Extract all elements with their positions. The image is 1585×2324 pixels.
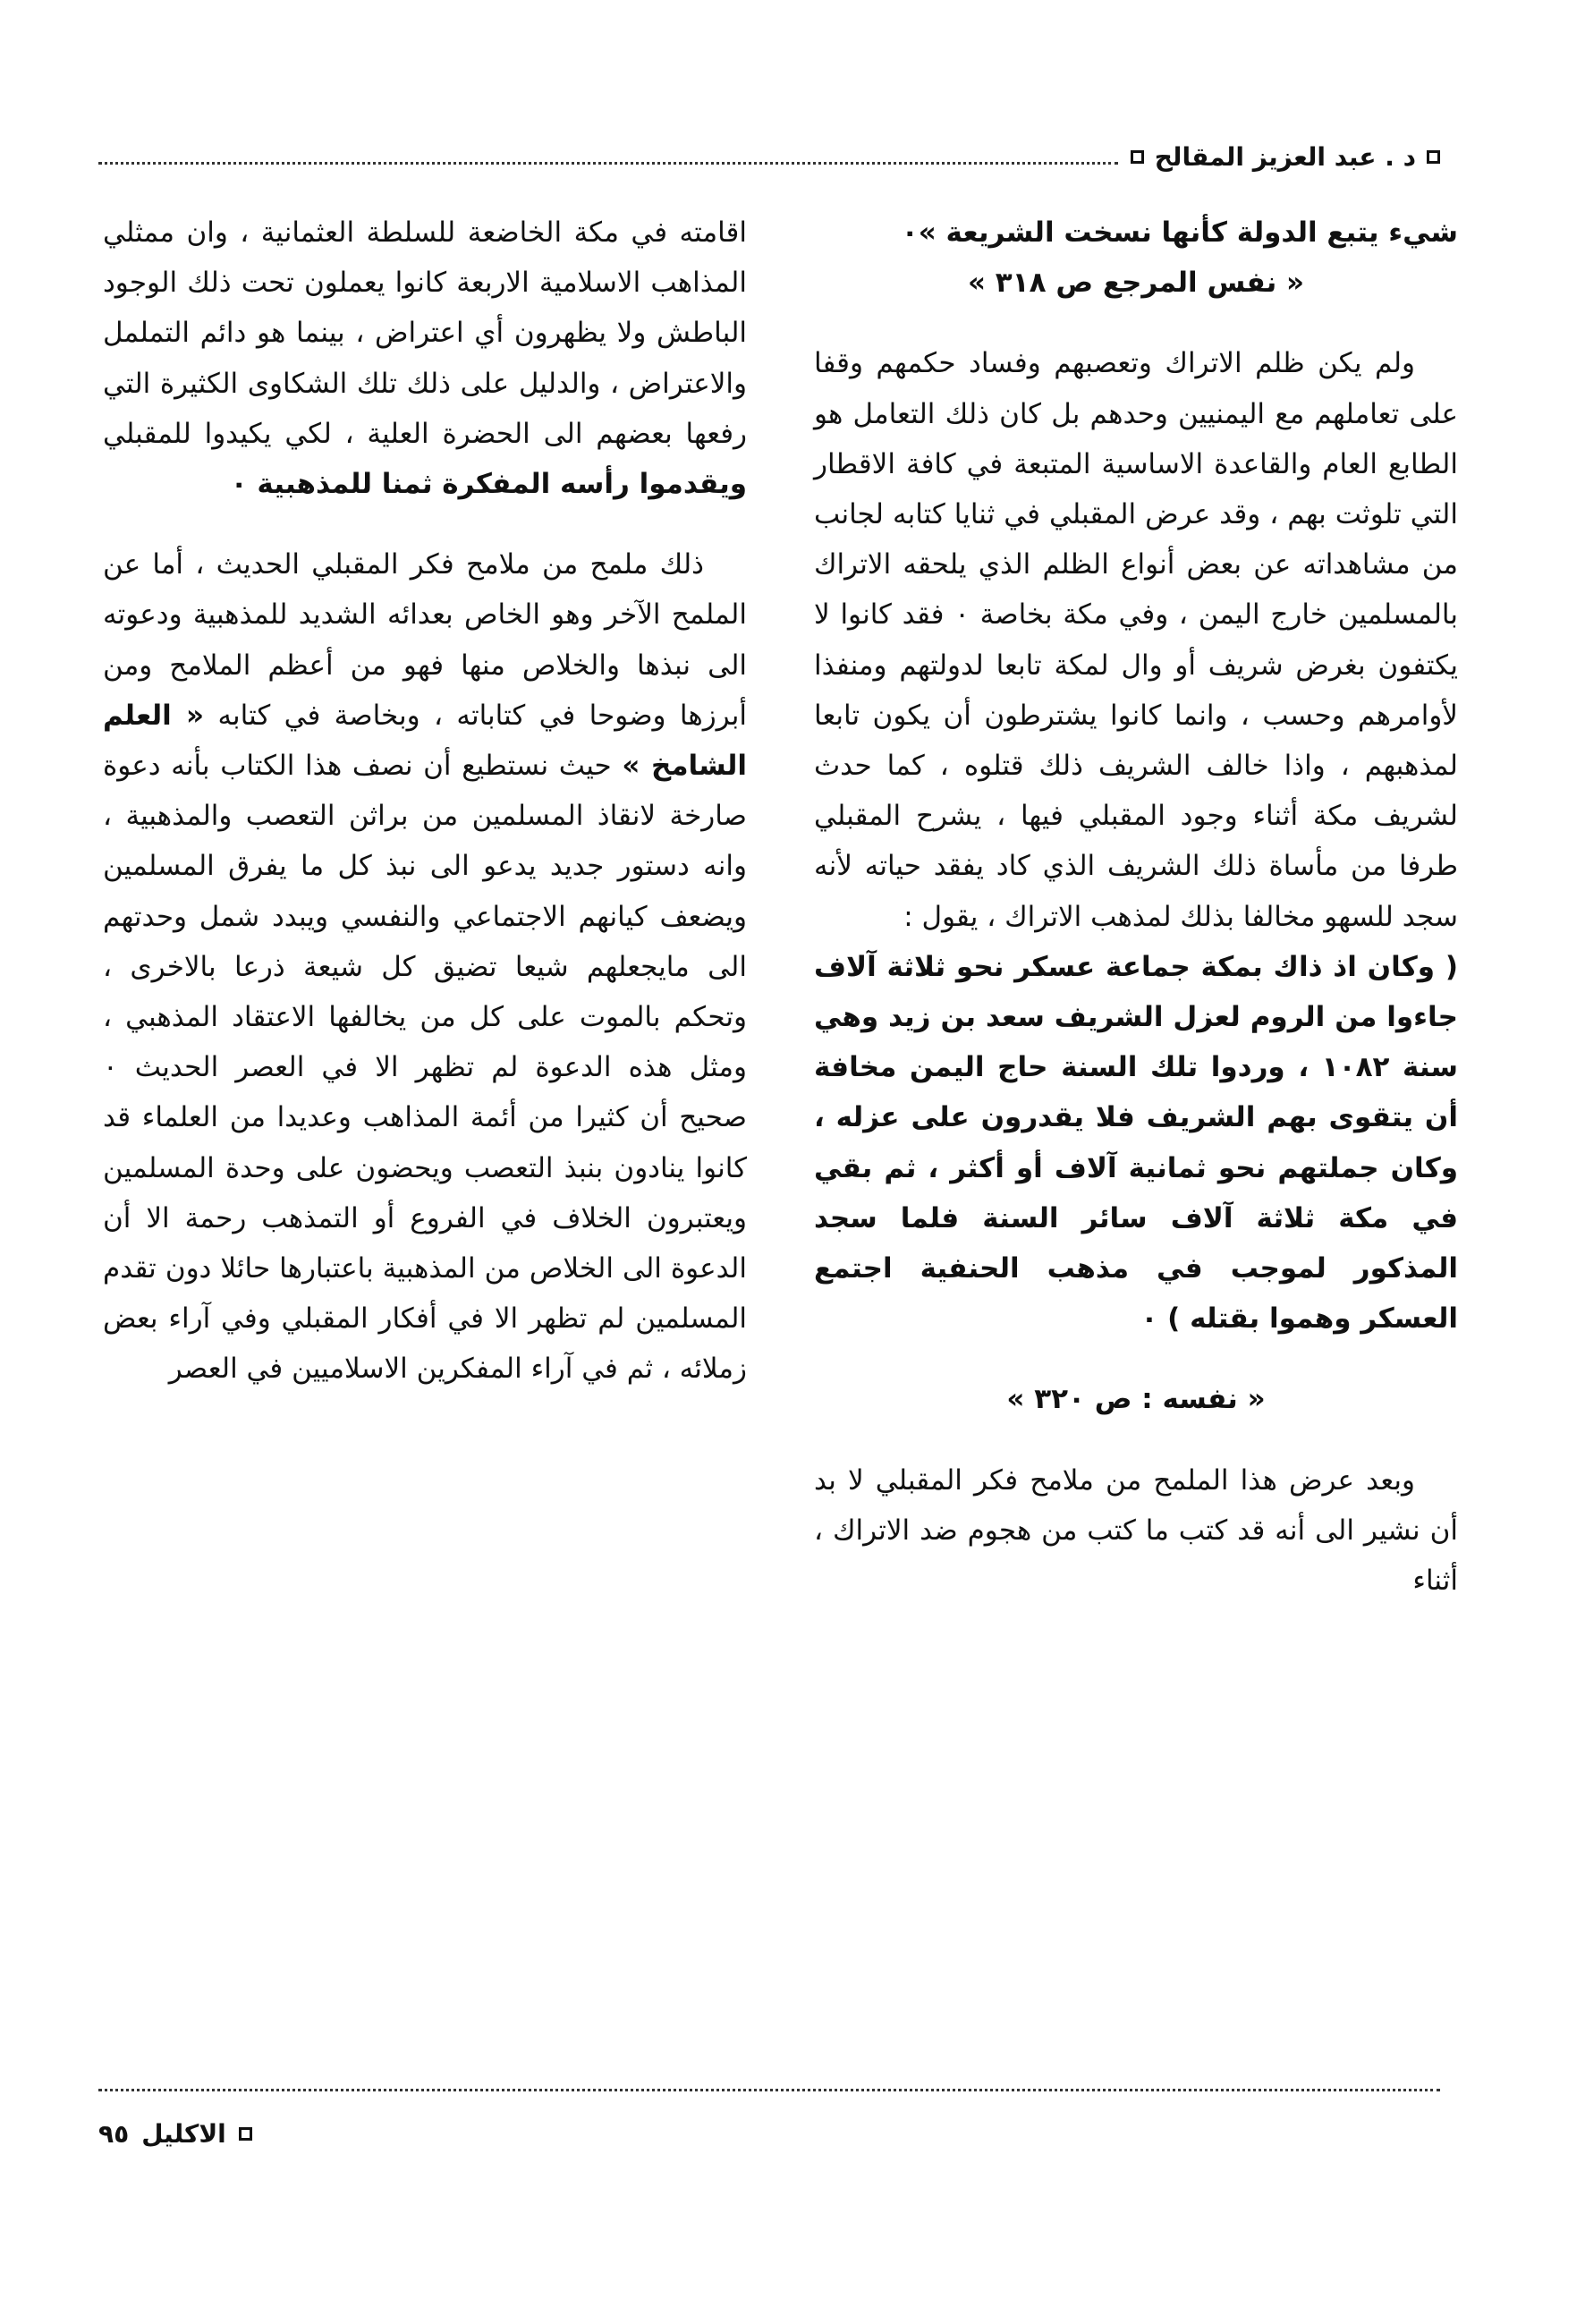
- spacer: [814, 1344, 1458, 1374]
- journal-name: الاكليل: [141, 2118, 226, 2149]
- paragraph-text: اقامته في مكة الخاضعة للسلطة العثمانية ، وان ممثلي المذاهب الاسلامية الاربعة كانوا يعملون تحت ذلك الوجود الباطش ولا يظهرون أي اعتراض ، بينما هو دائم التململ والاعتراض ، والدليل على ذلك تلك الشكاوى الكثيرة التي رفعها بعضهم الى الحضرة العلية ، لكي يكيدوا للمقبلي: [103, 216, 747, 450]
- footer-dotted-rule: [98, 2089, 1440, 2091]
- spacer: [814, 1425, 1458, 1455]
- paragraph: وبعد عرض هذا الملمح من ملامح فكر المقبلي لا بد أن نشير الى أنه قد كتب ما كتب من هجوم ضد الاتراك ، أثناء: [814, 1463, 1458, 1598]
- spacer: [103, 509, 747, 539]
- paragraph: شيء يتبع الدولة كأنها نسخت الشريعة »٠: [901, 216, 1458, 249]
- header-author: [1131, 142, 1440, 172]
- paragraph-text: حيث نستطيع أن نصف هذا الكتاب بأنه دعوة صارخة لانقاذ المسلمين من براثن التعصب والمذهبية ، وانه دستور جديد يدعو الى نبذ كل ما يفرق المسلمين ويضعف كيانهم الاجتماعي والنفسي ويبدد شمل وحدتهم الى مايجعلهم شيعا تضيق كل شيعة ذرعا بالاخرى ، وتحكم بالموت على كل من يخالفها الاعتقاد المذهبي ، ومثل هذه الدعوة لم تظهر الا في العصر الحديث ٠ صحيح أن كثيرا من أئمة المذاهب وعديدا من العلماء قد كانوا ينادون بنبذ التعصب ويحضون على وحدة المسلمين ويعتبرون الخلاف في الفروع أو التمذهب رحمة الا أن الدعوة الى الخلاص من المذهبية باعتبارها حائلا دون تقدم المسلمين لم تظهر الا في أفكار المقبلي وفي آراء بعض زملائه ، ثم في آراء المفكرين الاسلاميين في العصر: [103, 750, 747, 1386]
- book-title: « العلم الشامخ »: [103, 699, 747, 783]
- page-footer: [98, 2111, 252, 2156]
- reference: « نفسه : ص ٣٢٠ »: [1006, 1383, 1266, 1416]
- paragraph: [103, 539, 747, 1394]
- square-bullet-icon: [1131, 150, 1144, 164]
- paragraph: ولم يكن ظلم الاتراك وتعصبهم وفساد حكمهم وقفا على تعاملهم مع اليمنيين وحدهم بل كان ذلك التعامل هو الطابع العام والقاعدة الاساسية المتبعة في كافة الاقطار التي تلوثت بهم ، وقد عرض المقبلي في ثنايا كتابه لجانب من مشاهداته عن بعض أنواع الظلم الذي يلحقه الاتراك بالمسلمين خارج اليمن ، وفي مكة بخاصة ٠ فقد كانوا لا يكتفون بغرض شريف أو وال لمكة تابعا لدولتهم ومنفذا لأوامرهم وحسب ، وانما كانوا يشترطون أن يكون تابعا لمذهبهم ، واذا خالف الشريف ذلك قتلوه ، كما حدث لشريف مكة أثناء وجود المقبلي فيها ، يشرح المقبلي طرفا من مأساة ذلك الشريف الذي كاد يفقد حياته لأنه سجد للسهو مخالفا بذلك لمذهب الاتراك ، يقول :: [814, 347, 1458, 933]
- square-bullet-icon: [1427, 150, 1440, 164]
- author-name: د . عبد العزيز المقالح: [1154, 141, 1416, 172]
- right-column: [814, 208, 1458, 1606]
- paragraph-text: ذلك ملمح من ملامح فكر المقبلي الحديث ، أما عن الملمح الآخر وهو الخاص بعدائه الشديد للمذهبية ودعوته الى نبذها والخلاص منها فهو من أعظم الملامح ومن أبرزها وضوحا في كتاباته ، وبخاصة في كتابه: [103, 548, 748, 732]
- left-column: [103, 208, 747, 1395]
- spacer: [814, 308, 1458, 338]
- header-dotted-rule: [98, 149, 1118, 165]
- paragraph: [103, 208, 747, 509]
- quotation: ( وكان اذ ذاك بمكة جماعة عسكر نحو ثلاثة آلاف جاءوا من الروم لعزل الشريف سعد بن زيد وهي سنة ١٠٨٢ ، وردوا تلك السنة حاج اليمن مخافة أن يتقوى بهم الشريف فلا يقدرون على عزله ، وكان جملتهم نحو ثمانية آلاف أو أكثر ، ثم بقي في مكة ثلاثة آلاف سائر السنة فلما سجد المذكور لموجب في مذهب الحنفية اجتمع العسكر وهموا بقتله ) ٠: [814, 950, 1458, 1336]
- square-bullet-icon: [239, 2127, 252, 2141]
- page-number: ٩٥: [98, 2118, 130, 2149]
- paragraph-bold-text: ويقدموا رأسه المفكرة ثمنا للمذهبية ٠: [230, 468, 747, 501]
- reference: « نفس المرجع ص ٣١٨ »: [967, 267, 1305, 300]
- running-header: [98, 134, 1440, 179]
